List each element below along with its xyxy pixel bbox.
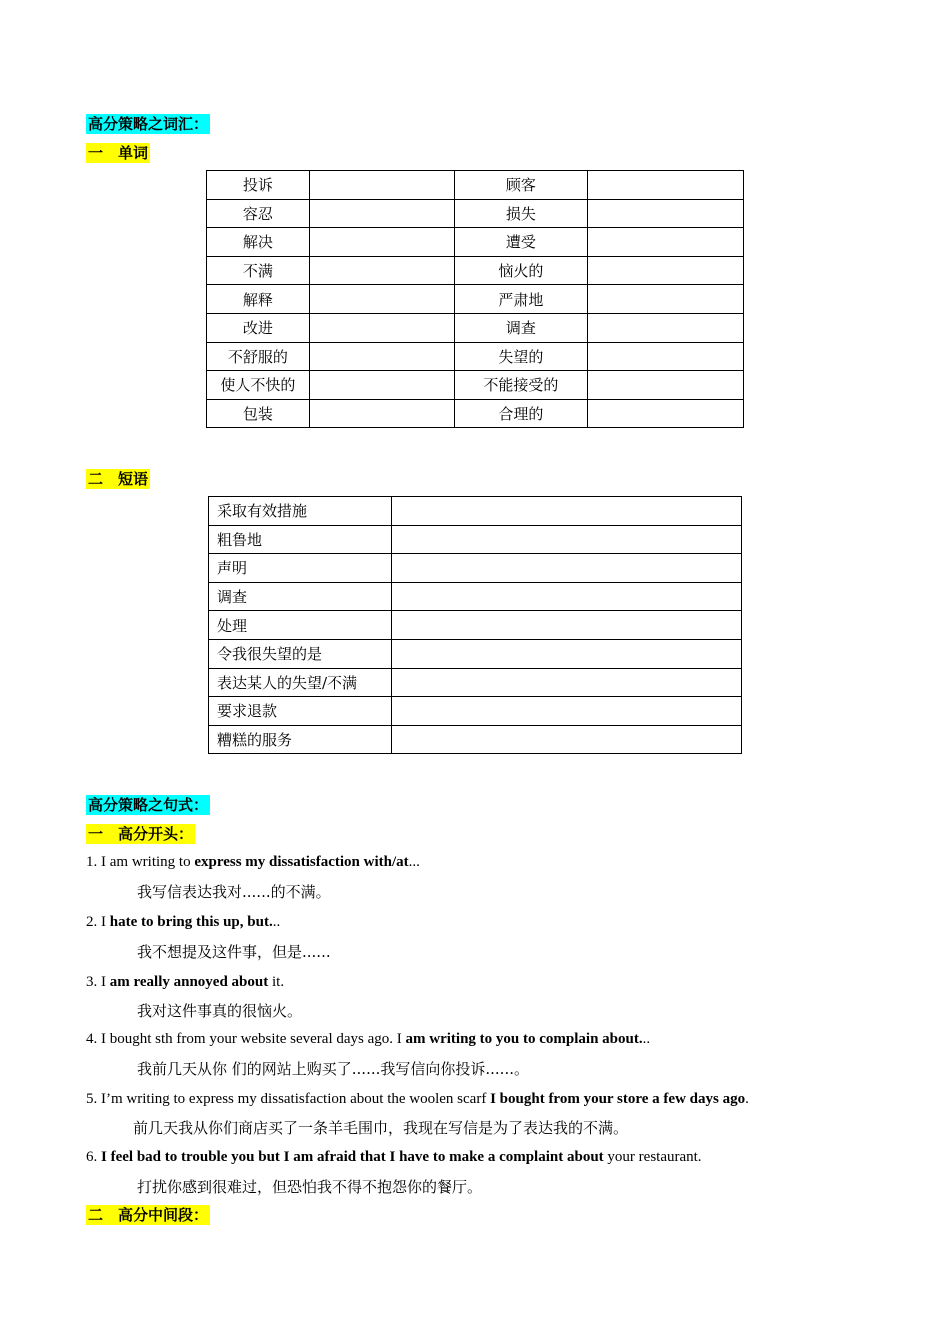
- answer-cell: [309, 313, 454, 342]
- answer-cell: [391, 554, 741, 583]
- phrase-cell: 粗鲁地: [209, 525, 392, 554]
- word-cell: 恼火的: [454, 256, 588, 285]
- phrase-row: [209, 554, 742, 583]
- phrases-heading: 二 短语: [88, 470, 149, 488]
- answer-cell: [391, 582, 741, 611]
- middle-heading: 二 高分中间段：: [88, 1206, 209, 1224]
- sentence-6-translation: 打扰你感到很难过，但恐怕我不得不抱怨你的餐厅。: [137, 1178, 483, 1196]
- answer-cell: [588, 313, 744, 342]
- phrase-cell: 令我很失望的是: [209, 639, 392, 668]
- answer-cell: [309, 228, 454, 257]
- phrase-cell: 声明: [209, 554, 392, 583]
- word-cell: 遭受: [454, 228, 588, 257]
- words-row: [207, 285, 744, 314]
- phrase-cell: 要求退款: [209, 697, 392, 726]
- word-cell: 合理的: [454, 399, 588, 428]
- phrase-cell: 处理: [209, 611, 392, 640]
- word-cell: 解释: [207, 285, 310, 314]
- words-table: [206, 170, 744, 428]
- sentence-4: 4. I bought sth from your website several days ago. I am writing to you to complain about...: [86, 1031, 651, 1047]
- sentence-heading: 高分策略之句式：: [88, 796, 209, 814]
- phrase-cell: 表达某人的失望/不满: [209, 668, 392, 697]
- sentence-2: 2. I hate to bring this up, but...: [86, 914, 281, 930]
- word-cell: 严肃地: [454, 285, 588, 314]
- answer-cell: [309, 171, 454, 200]
- phrases-table: [208, 496, 742, 754]
- phrase-row: [209, 725, 742, 754]
- answer-cell: [588, 285, 744, 314]
- words-row: [207, 171, 744, 200]
- words-row: [207, 256, 744, 285]
- vocab-heading: 高分策略之词汇：: [88, 115, 209, 133]
- word-cell: 调查: [454, 313, 588, 342]
- answer-cell: [309, 399, 454, 428]
- answer-cell: [309, 342, 454, 371]
- word-cell: 包装: [207, 399, 310, 428]
- phrase-row: [209, 525, 742, 554]
- word-cell: 使人不快的: [207, 371, 310, 400]
- words-heading: 一 单词: [88, 144, 149, 162]
- answer-cell: [588, 228, 744, 257]
- word-cell: 不能接受的: [454, 371, 588, 400]
- answer-cell: [391, 497, 741, 526]
- word-cell: 不满: [207, 256, 310, 285]
- sentence-3-translation: 我对这件事真的很恼火。: [137, 1002, 303, 1020]
- sentence-4-translation: 我前几天从你 们的网站上购买了......我写信向你投诉......。: [137, 1060, 529, 1078]
- word-cell: 损失: [454, 199, 588, 228]
- phrase-row: [209, 697, 742, 726]
- sentence-5: 5. I’m writing to express my dissatisfaction about the woolen scarf I bought from your store a few days ago.: [86, 1091, 749, 1107]
- word-cell: 改进: [207, 313, 310, 342]
- answer-cell: [391, 668, 741, 697]
- sentence-3: 3. I am really annoyed about it.: [86, 974, 285, 990]
- answer-cell: [588, 399, 744, 428]
- words-row: [207, 313, 744, 342]
- answer-cell: [391, 697, 741, 726]
- answer-cell: [588, 371, 744, 400]
- sentence-1-translation: 我写信表达我对......的不满。: [137, 883, 331, 901]
- answer-cell: [391, 525, 741, 554]
- words-row: [207, 228, 744, 257]
- phrase-row: [209, 668, 742, 697]
- answer-cell: [588, 171, 744, 200]
- answer-cell: [391, 611, 741, 640]
- word-cell: 失望的: [454, 342, 588, 371]
- answer-cell: [391, 639, 741, 668]
- word-cell: 顾客: [454, 171, 588, 200]
- phrase-cell: 调查: [209, 582, 392, 611]
- answer-cell: [588, 199, 744, 228]
- phrase-row: [209, 639, 742, 668]
- word-cell: 不舒服的: [207, 342, 310, 371]
- words-row: [207, 399, 744, 428]
- phrase-cell: 糟糕的服务: [209, 725, 392, 754]
- answer-cell: [309, 199, 454, 228]
- phrase-cell: 采取有效措施: [209, 497, 392, 526]
- sentence-5-translation: 前几天我从你们商店买了一条羊毛围巾，我现在写信是为了表达我的不满。: [133, 1119, 629, 1137]
- sentence-6: 6. I feel bad to trouble you but I am afraid that I have to make a complaint about your restaurant.: [86, 1149, 702, 1165]
- answer-cell: [588, 256, 744, 285]
- sentence-2-translation: 我不想提及这件事，但是......: [137, 943, 331, 961]
- answer-cell: [309, 371, 454, 400]
- phrase-row: [209, 582, 742, 611]
- phrase-row: [209, 497, 742, 526]
- answer-cell: [391, 725, 741, 754]
- phrase-row: [209, 611, 742, 640]
- answer-cell: [309, 285, 454, 314]
- words-row: [207, 371, 744, 400]
- word-cell: 解决: [207, 228, 310, 257]
- words-row: [207, 199, 744, 228]
- opening-heading: 一 高分开头：: [88, 825, 194, 843]
- answer-cell: [588, 342, 744, 371]
- words-row: [207, 342, 744, 371]
- answer-cell: [309, 256, 454, 285]
- word-cell: 投诉: [207, 171, 310, 200]
- sentence-1: 1. I am writing to express my dissatisfaction with/at...: [86, 854, 420, 870]
- word-cell: 容忍: [207, 199, 310, 228]
